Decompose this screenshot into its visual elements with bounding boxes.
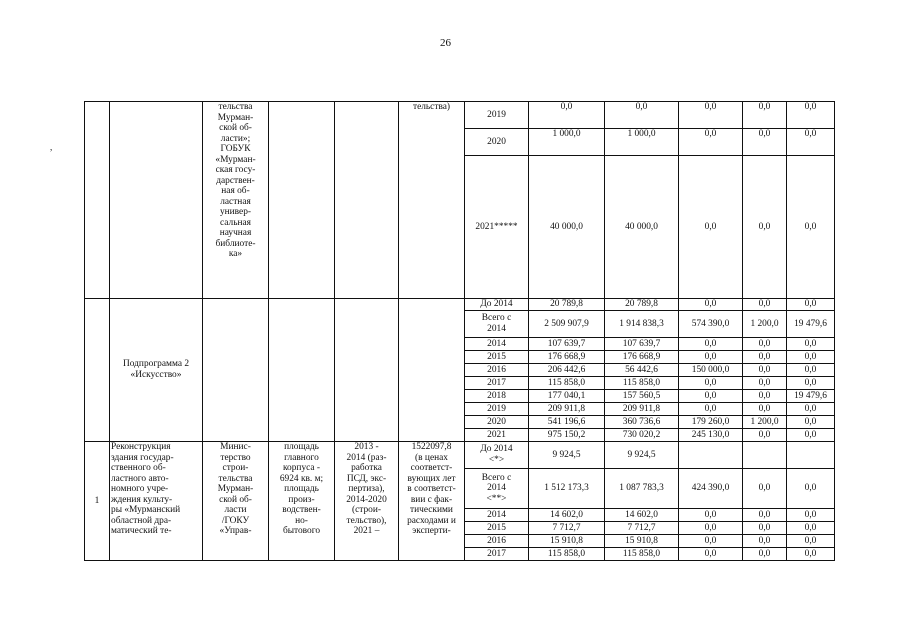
total-cell: 115 858,0	[529, 548, 605, 561]
executor-cell	[203, 299, 269, 442]
regional-cell: 730 020,2	[605, 429, 679, 442]
table-row	[85, 442, 835, 469]
local-cell: 0,0	[743, 351, 787, 364]
page-number: 26	[440, 37, 451, 49]
federal-cell: 0,0	[679, 129, 743, 156]
local-cell: 0,0	[743, 338, 787, 351]
federal-cell: 0,0	[679, 509, 743, 522]
total-cell: 0,0	[529, 102, 605, 129]
regional-cell: 115 858,0	[605, 377, 679, 390]
cost-cell: тельства)	[399, 102, 465, 299]
local-cell: 0,0	[743, 403, 787, 416]
regional-cell: 7 712,7	[605, 522, 679, 535]
total-cell: 209 911,8	[529, 403, 605, 416]
other-cell: 0,0	[787, 416, 835, 429]
table-row	[85, 102, 835, 129]
num-cell	[85, 102, 110, 299]
local-cell: 0,0	[743, 102, 787, 129]
num-cell	[85, 299, 110, 442]
other-cell	[787, 442, 835, 469]
federal-cell: 0,0	[679, 102, 743, 129]
local-cell: 0,0	[743, 535, 787, 548]
regional-cell: 40 000,0	[605, 156, 679, 299]
other-cell: 0,0	[787, 509, 835, 522]
federal-cell: 0,0	[679, 377, 743, 390]
federal-cell	[679, 442, 743, 469]
characteristics-cell	[269, 102, 335, 299]
year-cell: 2019	[465, 403, 529, 416]
year-cell: До 2014	[465, 299, 529, 311]
other-cell: 19 479,6	[787, 390, 835, 403]
name-cell	[110, 102, 203, 299]
year-cell: 2014	[465, 338, 529, 351]
year-cell: 2017	[465, 548, 529, 561]
stages-cell	[335, 102, 399, 299]
total-cell: 15 910,8	[529, 535, 605, 548]
regional-cell: 56 442,6	[605, 364, 679, 377]
regional-cell: 176 668,9	[605, 351, 679, 364]
total-cell: 2 509 907,9	[529, 311, 605, 338]
other-cell: 0,0	[787, 102, 835, 129]
subprogram-title-line: «Искусство»	[130, 370, 182, 380]
year-cell: До 2014 <*>	[465, 442, 529, 469]
executor-cell: тельства Мурман- ской об- ласти»; ГОБУК «Мурман- ская госу- дарствен- ная об- ластная универ- сальная научная библиоте- ка»	[203, 102, 269, 299]
local-cell: 0,0	[743, 429, 787, 442]
total-cell: 541 196,6	[529, 416, 605, 429]
other-cell: 0,0	[787, 299, 835, 311]
total-cell: 115 858,0	[529, 377, 605, 390]
total-cell: 14 602,0	[529, 509, 605, 522]
year-cell: 2018	[465, 390, 529, 403]
characteristics-cell	[269, 299, 335, 442]
year-cell: 2015	[465, 351, 529, 364]
local-cell: 0,0	[743, 129, 787, 156]
year-cell: 2014	[465, 509, 529, 522]
year-cell: 2016	[465, 535, 529, 548]
year-cell: Всего с 2014	[465, 311, 529, 338]
total-cell: 1 000,0	[529, 129, 605, 156]
regional-cell: 1 000,0	[605, 129, 679, 156]
federal-cell: 150 000,0	[679, 364, 743, 377]
regional-cell: 9 924,5	[605, 442, 679, 469]
federal-cell: 0,0	[679, 338, 743, 351]
item-number-cell: 1	[85, 442, 110, 561]
local-cell	[743, 442, 787, 469]
federal-cell: 0,0	[679, 299, 743, 311]
other-cell: 0,0	[787, 469, 835, 509]
regional-cell: 115 858,0	[605, 548, 679, 561]
table-row	[85, 299, 835, 311]
regional-cell: 107 639,7	[605, 338, 679, 351]
year-cell: 2016	[465, 364, 529, 377]
local-cell: 0,0	[743, 377, 787, 390]
federal-cell: 179 260,0	[679, 416, 743, 429]
year-cell: 2020	[465, 129, 529, 156]
regional-cell: 0,0	[605, 102, 679, 129]
total-cell: 9 924,5	[529, 442, 605, 469]
total-cell: 975 150,2	[529, 429, 605, 442]
regional-cell: 14 602,0	[605, 509, 679, 522]
local-cell: 0,0	[743, 299, 787, 311]
other-cell: 0,0	[787, 156, 835, 299]
subprogram-title-cell	[110, 299, 203, 442]
budget-table	[84, 101, 835, 561]
year-cell: 2015	[465, 522, 529, 535]
federal-cell: 0,0	[679, 351, 743, 364]
local-cell: 0,0	[743, 522, 787, 535]
cost-cell	[399, 299, 465, 442]
other-cell: 0,0	[787, 364, 835, 377]
total-cell: 20 789,8	[529, 299, 605, 311]
total-cell: 107 639,7	[529, 338, 605, 351]
stages-cell	[335, 299, 399, 442]
local-cell: 0,0	[743, 509, 787, 522]
local-cell: 0,0	[743, 469, 787, 509]
local-cell: 0,0	[743, 548, 787, 561]
year-cell: Всего с 2014 <**>	[465, 469, 529, 509]
other-cell: 0,0	[787, 535, 835, 548]
federal-cell: 0,0	[679, 522, 743, 535]
federal-cell: 574 390,0	[679, 311, 743, 338]
other-cell: 0,0	[787, 429, 835, 442]
total-cell: 177 040,1	[529, 390, 605, 403]
executor-cell: Минис- терство строи- тельства Мурман- ской об- ласти /ГОКУ «Управ-	[203, 442, 269, 561]
subprogram-title-line: Подпрограмма 2	[122, 359, 190, 370]
total-cell: 1 512 173,3	[529, 469, 605, 509]
year-cell: 2021*****	[465, 156, 529, 299]
cost-cell: 1522097,8 (в ценах соответст- вующих лет в соответст- вии с фак- тическими расходами и эксперти-	[399, 442, 465, 561]
regional-cell: 20 789,8	[605, 299, 679, 311]
regional-cell: 15 910,8	[605, 535, 679, 548]
total-cell: 7 712,7	[529, 522, 605, 535]
regional-cell: 209 911,8	[605, 403, 679, 416]
other-cell: 0,0	[787, 522, 835, 535]
total-cell: 40 000,0	[529, 156, 605, 299]
other-cell: 0,0	[787, 351, 835, 364]
other-cell: 0,0	[787, 548, 835, 561]
regional-cell: 1 914 838,3	[605, 311, 679, 338]
local-cell: 0,0	[743, 390, 787, 403]
total-cell: 176 668,9	[529, 351, 605, 364]
year-cell: 2017	[465, 377, 529, 390]
regional-cell: 1 087 783,3	[605, 469, 679, 509]
other-cell: 0,0	[787, 129, 835, 156]
federal-cell: 0,0	[679, 548, 743, 561]
year-cell: 2019	[465, 102, 529, 129]
local-cell: 0,0	[743, 364, 787, 377]
local-cell: 1 200,0	[743, 311, 787, 338]
local-cell: 1 200,0	[743, 416, 787, 429]
federal-cell: 424 390,0	[679, 469, 743, 509]
other-cell: 0,0	[787, 377, 835, 390]
federal-cell: 245 130,0	[679, 429, 743, 442]
item-name-cell: Реконструкция здания государ- ственного об- ластного авто- номного учре- ждения культу- ры «Мурманский областной дра- матический те-	[110, 442, 203, 561]
year-cell: 2021	[465, 429, 529, 442]
year-cell: 2020	[465, 416, 529, 429]
stray-mark: ,	[50, 142, 53, 152]
other-cell: 0,0	[787, 403, 835, 416]
regional-cell: 360 736,6	[605, 416, 679, 429]
federal-cell: 0,0	[679, 390, 743, 403]
local-cell: 0,0	[743, 156, 787, 299]
other-cell: 19 479,6	[787, 311, 835, 338]
total-cell: 206 442,6	[529, 364, 605, 377]
characteristics-cell: площадь главного корпуса - 6924 кв. м; площадь произ- водствен- но- бытового	[269, 442, 335, 561]
regional-cell: 157 560,5	[605, 390, 679, 403]
federal-cell: 0,0	[679, 156, 743, 299]
other-cell: 0,0	[787, 338, 835, 351]
federal-cell: 0,0	[679, 535, 743, 548]
federal-cell: 0,0	[679, 403, 743, 416]
stages-cell: 2013 - 2014 (раз- работка ПСД, экс- пертиза), 2014-2020 (строи- тельство), 2021 –	[335, 442, 399, 561]
